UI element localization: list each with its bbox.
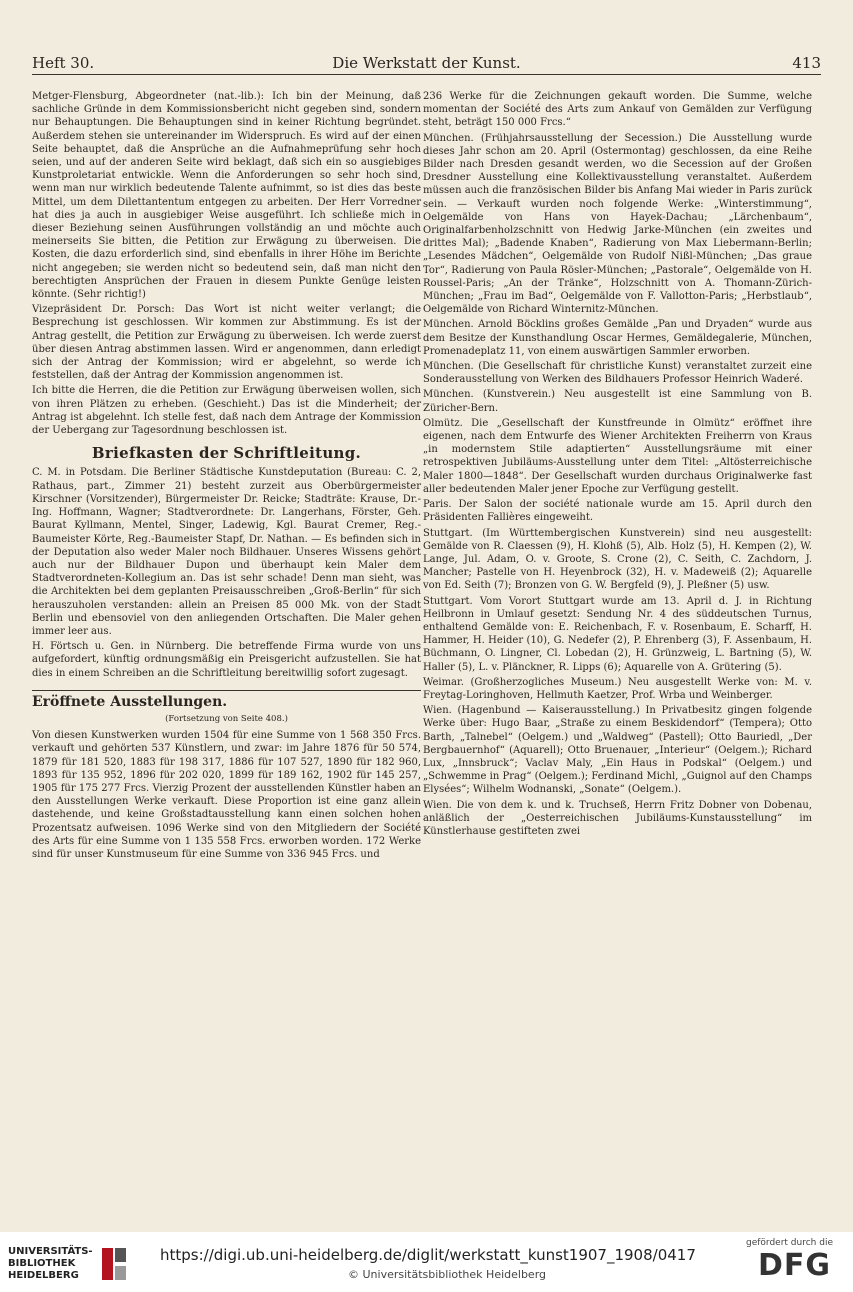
continuation-note: (Fortsetzung von Seite 408.) [165, 713, 288, 724]
paragraph-vote: Ich bitte die Herren, die die Petition zur Erwägung überweisen wollen, sich von ihren Plätzen zu erheben. (Geschieht.) Das ist die Minderheit; der Antrag ist abgelehnt. Ich stelle fest, daß nach dem Antrage der Kommission der Uebergang zur Tagesordnung beschlossen ist. [32, 385, 421, 437]
paragraph-porsch: Vizepräsident Dr. Porsch: Das Wort ist nicht weiter verlangt; die Besprechung ist geschlossen. Wir kommen zur Abstimmung. Es ist der Antrag gestellt, die Petition zur Erwägung zu überweisen. Ich werde zuerst über diesen Antrag abstimmen lassen. Wird er angenommen, dann erledigt sich der Antrag der Kommission; wird er abgelehnt, so werde ich feststellen, daß der Antrag der Kommission angenommen ist. [32, 304, 421, 382]
viewer-footer [0, 1232, 853, 1292]
paragraph-metger: Metger-Flensburg, Abgeordneter (nat.-lib.): Ich bin der Meinung, daß sachliche Gründe in dem Kommissionsbericht nicht gegeben sind, sondern nur Behauptungen. Die Behauptungen sind in keiner Richtung begründet. Außerdem stehen sie untereinander im Widerspruch. Es wird auf der einen Seite behauptet, daß die Ansprüche an die Aufnahmeprüfung sehr hoch seien, und auf der anderen Seite wird beklagt, daß sich ein so ausgiebiges Kunstproletariat entwickle. Wenn die Anforderungen so sehr hoch sind, wenn man nur wirklich bedeutende Talente aufnimmt, so ist dies das beste Mittel, um dem Dilettantentum entgegen zu arbeiten. Der Herr Vorredner hat dies ja auch in ausgiebiger Weise ausgeführt. Ich schließe mich in dieser Beziehung seinen Ausführungen vollständig an und möchte auch meinerseits Sie bitten, die Petition zur Erwägung zu überweisen. Die Kosten, die dazu erforderlich sind, sind ebenfalls in ihrer Höhe im Berichte nicht angegeben; sie werden nicht so bedeutend sein, daß man nicht den berechtigten Ansprüchen der Frauen in diesem Punkte Genüge leisten könnte. (Sehr richtig!) [32, 91, 421, 301]
right-column [423, 90, 812, 840]
paragraph-wien-hagenbund: Wien. (Hagenbund — Kaiserausstellung.) In Privatbesitz gingen folgende Werke über: Hugo Baar, „Straße zu einem Beskidendorf“ (Tempera); Otto Barth, „Talnebel“ (Oelgem.) und „Waldweg“ (Pastell); Otto Bauriedl, „Der Bergbauernhof“ (Aquarell); Otto Bruenauer, „Interieur“ (Oelgem.); Richard Lux, „Innsbruck“; Vaclav Maly, „Ein Haus in Podskal“ (Oelgem.) und „Schwemme in Prag“ (Oelgem.); Ferdinand Michl, „Guignol auf den Champs Elysées“; Wilhelm Wodnanski, „Sonate“ (Oelgem.). [423, 705, 812, 796]
paragraph-stuttgart-2: Stuttgart. Vom Vorort Stuttgart wurde am 13. April d. J. in Richtung Heilbronn in Umlauf gesetzt: Sendung Nr. 4 des süddeutschen Turnus, enthaltend Gemälde von: E. Reichenbach, F. v. Rosenbaum, E. Scharff, H. Hammer, H. Heider (10), G. Nedefer (2), P. Ehrenberg (3), F. Assenbaum, H. Büchmann, O. Lingner, Cl. Lobedan (2), H. Grünzweig, L. Bartning (5), W. Haller (5), L. v. Plänckner, R. Lipps (6); Aquarelle von A. Grütering (5). [423, 595, 812, 673]
page-header [32, 54, 821, 75]
paragraph-muenchen-kunstverein: München. (Kunstverein.) Neu ausgestellt ist eine Sammlung von B. Züricher-Bern. [423, 389, 812, 414]
paragraph-weimar: Weimar. (Großherzogliches Museum.) Neu ausgestellt Werke von: M. v. Freytag-Loringhoven, Hellmuth Kaetzer, Prof. Wrba und Weinberger. [423, 676, 812, 701]
heading-ausstellungen: Eröffnete Ausstellungen. [32, 690, 421, 709]
paragraph-olmuetz: Olmütz. Die „Gesellschaft der Kunstfreunde in Olmütz“ eröffnet ihre eigenen, nach dem Entwurfe des Wiener Architekten Freiherrn von Kraus „in modernstem Stile adaptierten“ Ausstellungsräume mit einer retrospektiven Jubiläums-Ausstellung unter dem Titel: „Altösterreichische Maler 1800—1848“. Der Gesellschaft wurden durchaus Originalwerke fast aller bedeutenden Maler jener Epoche zur Verfügung gestellt. [423, 417, 812, 495]
paragraph-summe: 236 Werke für die Zeichnungen gekauft worden. Die Summe, welche momentan der Société des Arts zum Ankauf von Gemälden zur Verfügung steht, beträgt 150 000 Frcs.“ [423, 91, 812, 129]
paragraph-wien-dobner: Wien. Die von dem k. und k. Truchseß, Herrn Fritz Dobner von Dobenau, anläßlich der „Oesterreichischen Jubiläums-Kunstausstellung“ im Künstlerhause gestifteten zwei [423, 799, 812, 837]
issue-number: Heft 30. [32, 54, 95, 72]
left-column [32, 90, 421, 863]
journal-title: Die Werkstatt der Kunst. [332, 54, 521, 72]
paragraph-muenchen-christlich: München. (Die Gesellschaft für christliche Kunst) veranstaltet zurzeit eine Sonderausstellung von Werken des Bildhauers Professor Heinrich Waderé. [423, 361, 812, 386]
library-emblem-icon [100, 1246, 128, 1282]
dfg-logo[interactable]: DFG [757, 1248, 831, 1283]
library-name: UNIVERSITÄTS- BIBLIOTHEK HEIDELBERG [8, 1246, 93, 1281]
copyright-notice: © Universitätsbibliothek Heidelberg [348, 1268, 547, 1281]
paragraph-paris: Paris. Der Salon der société nationale wurde am 15. April durch den Präsidenten Fallières eingeweiht. [423, 499, 812, 524]
funded-by-label: gefördert durch die [746, 1238, 833, 1248]
page-number: 413 [792, 54, 821, 72]
library-logo[interactable] [8, 1246, 158, 1286]
heading-briefkasten: Briefkasten der Schriftleitung. [91, 444, 362, 463]
paragraph-potsdam: C. M. in Potsdam. Die Berliner Städtische Kunstdeputation (Bureau: C. 2, Rathaus, part., Zimmer 21) besteht zurzeit aus Oberbürgermeister Kirschner (Vorsitzender), Bürgermeister Dr. Reicke; Stadträte: Krause, Dr.-Ing. Hoffmann, Wagner; Stadtverordnete: Dr. Langerhans, Förster, Geh. Baurat Kyllmann, Mentel, Singer, Ladewig, Kgl. Baurat Cremer, Reg.-Baumeister Körte, Reg.-Baumeister Stapf, Dr. Nathan. — Es befinden sich in der Deputation also weder Maler noch Bildhauer. Unseres Wissens gehört auch nur der Bildhauer Dupon und überhaupt kein Maler dem Stadtverordneten-Kollegium an. Das ist sehr schade! Denn man sieht, was die Architekten bei dem geplanten Preisausschreiben „Groß-Berlin“ für sich herauszuholen verstanden: allein an Preisen 85 000 Mk. von der Stadt Berlin und ebensoviel von den anliegenden Ortschaften. Die Maler gehen immer leer aus. [32, 467, 421, 637]
paragraph-muenchen-boecklin: München. Arnold Böcklins großes Gemälde „Pan und Dryaden“ wurde aus dem Besitze der Kunsthandlung Oscar Hermes, Gemäldegalerie, München, Promenadeplatz 11, von einem auswärtigen Sammler erworben. [423, 319, 812, 357]
paragraph-sales: Von diesen Kunstwerken wurden 1504 für eine Summe von 1 568 350 Frcs. verkauft und gehörten 537 Künstlern, und zwar: im Jahre 1876 für 50 574, 1879 für 181 520, 1883 für 198 317, 1886 für 107 527, 1890 für 182 960, 1893 für 135 952, 1896 für 202 020, 1899 für 189 162, 1902 für 145 257, 1905 für 175 277 Frcs. Vierzig Prozent der ausstellenden Künstler haben an den Ausstellungen Werke verkauft. Diese Proportion ist eine ganz allein dastehende, und keine Großstadtausstellung kann einen solchen hohen Prozentsatz aufweisen. 1096 Werke sind von den Mitgliedern der Société des Arts für eine Summe von 1 135 558 Frcs. erworben worden. 172 Werke sind für unser Kunstmuseum für eine Summe von 336 945 Frcs. und [32, 730, 421, 860]
permalink-url[interactable]: https://digi.ub.uni-heidelberg.de/diglit/werkstatt_kunst1907_1908/0417 [160, 1246, 696, 1264]
paragraph-muenchen-secession: München. (Frühjahrsausstellung der Secession.) Die Ausstellung wurde dieses Jahr schon am 20. April (Ostermontag) geschlossen, da eine Reihe Bilder nach Dresden gesandt werden, wo die Secession auf der Großen Dresdner Ausstellung eine Kollektivausstellung veranstaltet. Außerdem müssen auch die französischen Bilder bis Anfang Mai wieder in Paris zurück sein. — Verkauft wurden noch folgende Werke: „Winterstimmung“, Oelgemälde von Hans von Hayek-Dachau; „Lärchenbaum“, Originalfarbenholzschnitt von Hedwig Jarke-München (ein zweites und drittes Mal); „Badende Knaben“, Radierung von Max Liebermann-Berlin; „Lesendes Mädchen“, Oelgemälde von Rudolf Nißl-München; „Das graue Tor“, Radierung von Paula Rösler-München; „Pastorale“, Oelgemälde von H. Roussel-Paris; „An der Tränke“, Holzschnitt von A. Thomann-Zürich-München; „Frau im Bad“, Oelgemälde von F. Vallotton-Paris; „Herbstlaub“, Oelgemälde von Richard Winternitz-München. [423, 132, 813, 316]
paragraph-nuernberg: H. Förtsch u. Gen. in Nürnberg. Die betreffende Firma wurde von uns aufgefordert, künftig ordnungsmäßig ein Preisgericht aufzustellen. Sie hat dies in einem Schreiben an die Schriftleitung bereitwillig sofort zugesagt. [32, 641, 421, 679]
paragraph-stuttgart-1: Stuttgart. (Im Württembergischen Kunstverein) sind neu ausgestellt: Gemälde von R. Claessen (9), H. Klohß (5), Alb. Holz (5), H. Kempen (2), W. Lange, Jul. Adam, O. v. Groote, S. Crone (2), C. Seith, C. Zachdorn, J. Mancher; Pastelle von H. Heyenbrock (32), H. v. Madeweiß (2); Aquarelle von Ed. Seith (7); Bronzen von G. W. Bergfeld (9), J. Pleßner (5) usw. [423, 527, 812, 592]
